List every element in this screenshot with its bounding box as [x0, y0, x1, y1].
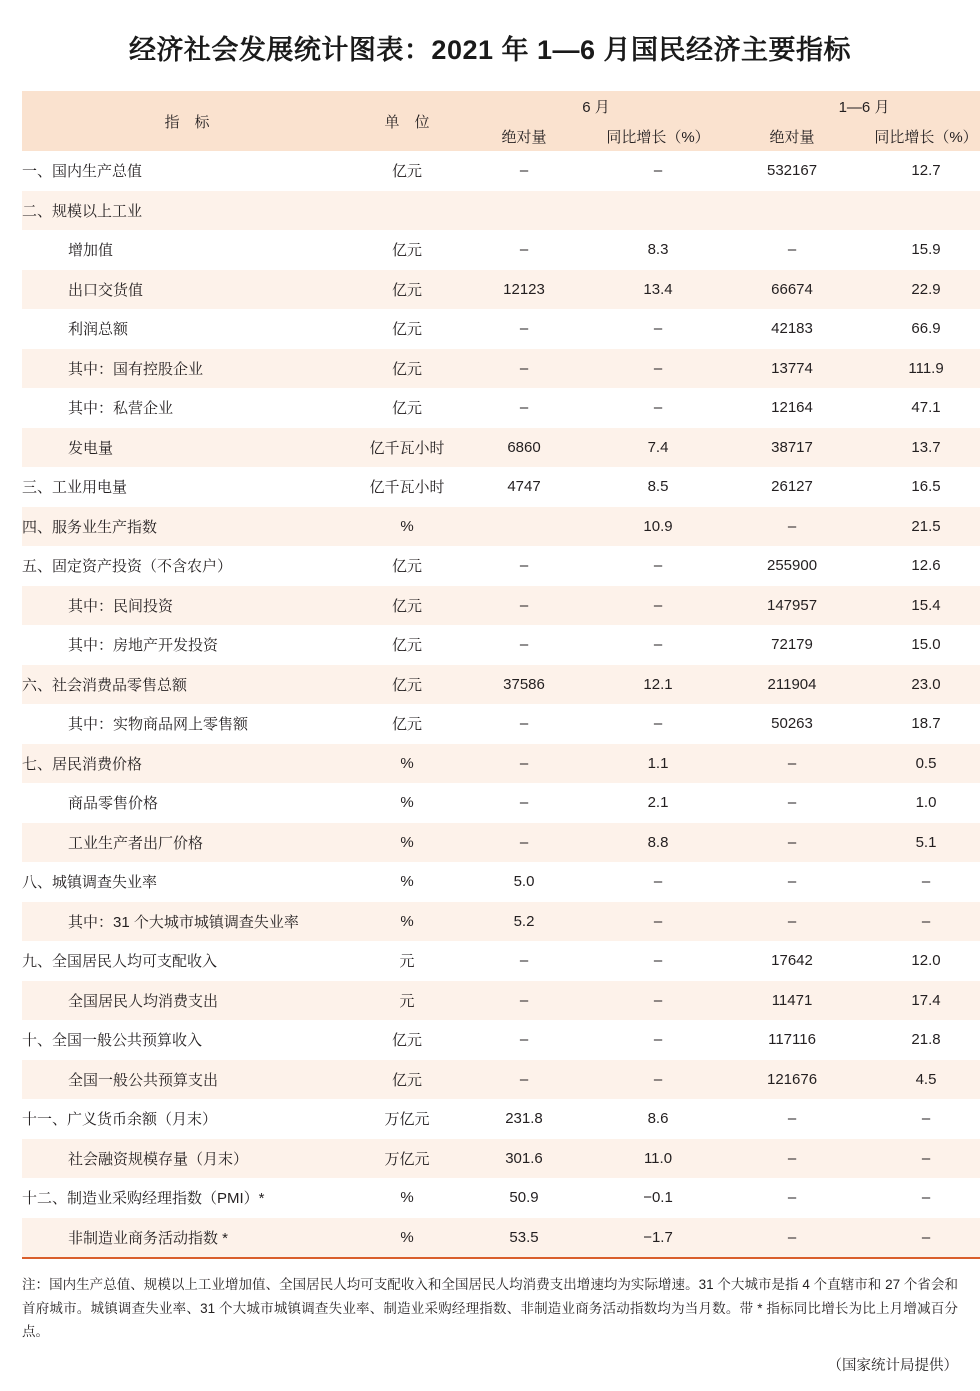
- row-cumulative-absolute: 211904: [730, 665, 854, 705]
- row-month-yoy: –: [586, 349, 730, 389]
- row-cumulative-yoy: 21.8: [911, 1031, 941, 1049]
- row-cumulative-yoy: 1.0: [915, 794, 937, 812]
- row-month-yoy: –: [653, 715, 663, 733]
- row-indicator: 利润总额: [68, 321, 129, 339]
- row-month-yoy: 1.1: [586, 744, 730, 784]
- row-cumulative-yoy: 21.5: [854, 507, 980, 547]
- row-cumulative-yoy: 15.4: [854, 586, 980, 626]
- table-row: [22, 349, 980, 389]
- row-unit: %: [400, 873, 414, 891]
- row-unit: 亿元: [391, 321, 422, 339]
- table-row: [22, 704, 980, 744]
- row-month-yoy: 10.9: [586, 507, 730, 547]
- row-month-yoy: 8.8: [586, 823, 730, 863]
- row-month-absolute: –: [519, 399, 529, 417]
- row-cumulative-absolute: 42183: [771, 320, 813, 338]
- header-unit: 单 位: [352, 91, 462, 151]
- table-row: [22, 309, 980, 349]
- header-month-absolute: 绝对量: [462, 121, 586, 151]
- row-month-absolute: –: [519, 952, 529, 970]
- table-row: [22, 625, 980, 665]
- row-cumulative-yoy: –: [921, 1189, 931, 1207]
- row-month-absolute: –: [462, 744, 586, 784]
- row-cumulative-absolute: 121676: [730, 1060, 854, 1100]
- row-unit: 亿元: [391, 1032, 422, 1050]
- row-month-absolute: 12123: [462, 270, 586, 310]
- row-month-yoy: –: [653, 873, 663, 891]
- row-month-absolute: 37586: [462, 665, 586, 705]
- row-cumulative-yoy: 22.9: [854, 270, 980, 310]
- row-cumulative-absolute: –: [787, 1110, 797, 1128]
- table-row: [22, 1139, 980, 1179]
- row-month-absolute: –: [462, 586, 586, 626]
- row-cumulative-absolute: –: [730, 823, 854, 863]
- row-month-absolute: –: [519, 557, 529, 575]
- row-unit: 亿元: [352, 270, 462, 310]
- page-title: 经济社会发展统计图表：2021 年 1—6 月国民经济主要指标: [128, 35, 852, 65]
- row-month-absolute: –: [519, 320, 529, 338]
- row-month-absolute: 6860: [462, 428, 586, 468]
- header-cumulative-yoy: 同比增长（%）: [854, 121, 980, 151]
- row-indicator: 十一、广义货币余额（月末）: [22, 1111, 218, 1129]
- row-cumulative-absolute: –: [787, 794, 797, 812]
- table-row: [22, 151, 980, 191]
- row-month-absolute: –: [519, 636, 529, 654]
- row-month-yoy: –: [653, 1031, 663, 1049]
- row-unit: %: [400, 1189, 414, 1207]
- row-unit: %: [352, 902, 462, 942]
- row-month-absolute: –: [519, 241, 529, 259]
- row-month-absolute: [462, 507, 586, 547]
- table-row: [22, 388, 980, 428]
- table-row: [22, 823, 980, 863]
- table-row: [22, 428, 980, 468]
- row-cumulative-absolute: 13774: [730, 349, 854, 389]
- table-row: [22, 230, 980, 270]
- row-cumulative-yoy: 13.7: [854, 428, 980, 468]
- table-row: [22, 1060, 980, 1100]
- row-cumulative-absolute: –: [787, 241, 797, 259]
- row-month-yoy: 11.0: [586, 1139, 730, 1179]
- row-cumulative-absolute: –: [730, 1218, 854, 1259]
- table-note: 注：国内生产总值、规模以上工业增加值、全国居民人均可支配收入和全国居民人均消费支出增速均为实际增速。31 个大城市是指 4 个直辖市和 27 个省会和首府城市。城镇调查失业率、31 个大城市城镇调查失业率、制造业采购经理指数、非制造业商务活动指数均为当月数。带 * 指标同比增长为比上月增减百分点。: [22, 1277, 958, 1340]
- row-cumulative-absolute: 11471: [730, 981, 854, 1021]
- row-indicator: 非制造业商务活动指数 *: [22, 1218, 352, 1259]
- row-month-yoy: –: [586, 981, 730, 1021]
- table-row: [22, 1178, 980, 1218]
- row-month-absolute: 50.9: [509, 1189, 539, 1207]
- row-cumulative-absolute: 147957: [730, 586, 854, 626]
- row-month-absolute: 5.2: [462, 902, 586, 942]
- source-credit: （国家统计局提供）: [827, 1357, 958, 1374]
- row-cumulative-absolute: 255900: [766, 557, 818, 575]
- row-month-yoy: 8.6: [647, 1110, 669, 1128]
- header-month-yoy: 同比增长（%）: [586, 121, 730, 151]
- row-indicator: 八、城镇调查失业率: [22, 874, 158, 892]
- row-unit: %: [352, 1218, 462, 1259]
- row-month-yoy: 8.5: [647, 478, 669, 496]
- row-unit: %: [352, 823, 462, 863]
- row-unit: 亿千瓦小时: [352, 428, 462, 468]
- table-row: [22, 862, 980, 902]
- row-unit: 亿元: [391, 400, 422, 418]
- row-indicator: 其中：国有控股企业: [22, 349, 352, 389]
- row-cumulative-yoy: 12.0: [911, 952, 941, 970]
- row-indicator: 五、固定资产投资（不含农户）: [22, 558, 233, 576]
- row-month-absolute: –: [462, 349, 586, 389]
- row-unit: 亿元: [391, 716, 422, 734]
- table-row: [22, 507, 980, 547]
- row-unit: 亿元: [352, 349, 462, 389]
- row-cumulative-absolute: 12164: [771, 399, 813, 417]
- row-month-yoy: 12.1: [586, 665, 730, 705]
- row-month-absolute: –: [519, 715, 529, 733]
- row-month-absolute: [462, 191, 586, 231]
- row-indicator: 全国居民人均消费支出: [22, 981, 352, 1021]
- row-cumulative-yoy: 47.1: [911, 399, 941, 417]
- row-unit: 亿元: [391, 637, 422, 655]
- row-cumulative-absolute: 38717: [730, 428, 854, 468]
- row-cumulative-absolute: [730, 191, 854, 231]
- table-row: [22, 270, 980, 310]
- row-month-yoy: –: [653, 399, 663, 417]
- row-month-yoy: –: [586, 1060, 730, 1100]
- row-month-yoy: –: [586, 586, 730, 626]
- row-month-absolute: –: [462, 823, 586, 863]
- row-month-yoy: –: [653, 162, 663, 180]
- row-indicator: 商品零售价格: [68, 795, 159, 813]
- row-cumulative-yoy: 12.7: [911, 162, 941, 180]
- table-body: [22, 151, 980, 1258]
- row-cumulative-absolute: 532167: [766, 162, 818, 180]
- table-row: [22, 1020, 980, 1060]
- row-month-yoy: [586, 191, 730, 231]
- row-indicator: 二、规模以上工业: [22, 191, 352, 231]
- table-row: [22, 902, 980, 942]
- row-indicator: 六、社会消费品零售总额: [22, 665, 352, 705]
- row-month-yoy: 8.3: [647, 241, 669, 259]
- row-cumulative-yoy: 12.6: [911, 557, 941, 575]
- row-month-yoy: –: [653, 952, 663, 970]
- row-unit: %: [400, 794, 414, 812]
- row-cumulative-absolute: 66674: [730, 270, 854, 310]
- row-cumulative-absolute: 72179: [771, 636, 813, 654]
- row-month-yoy: –: [586, 902, 730, 942]
- row-indicator: 其中：实物商品网上零售额: [68, 716, 249, 734]
- row-cumulative-yoy: –: [921, 873, 931, 891]
- row-cumulative-yoy: 0.5: [854, 744, 980, 784]
- row-unit: %: [352, 744, 462, 784]
- row-cumulative-yoy: 111.9: [854, 349, 980, 389]
- row-indicator: 出口交货值: [22, 270, 352, 310]
- row-cumulative-absolute: 26127: [771, 478, 813, 496]
- row-month-yoy: 13.4: [586, 270, 730, 310]
- row-cumulative-absolute: 17642: [771, 952, 813, 970]
- table-row: [22, 467, 980, 507]
- row-unit: 元: [352, 981, 462, 1021]
- row-unit: 亿元: [352, 1060, 462, 1100]
- row-cumulative-absolute: 50263: [771, 715, 813, 733]
- row-indicator: 十、全国一般公共预算收入: [22, 1032, 203, 1050]
- row-cumulative-yoy: 15.0: [911, 636, 941, 654]
- row-indicator: 社会融资规模存量（月末）: [22, 1139, 352, 1179]
- row-indicator: 其中：房地产开发投资: [68, 637, 219, 655]
- row-cumulative-yoy: 15.9: [911, 241, 941, 259]
- table-row: [22, 783, 980, 823]
- row-cumulative-yoy: –: [854, 1218, 980, 1259]
- row-indicator: 一、国内生产总值: [22, 163, 143, 181]
- row-cumulative-yoy: 4.5: [854, 1060, 980, 1100]
- table-row: [22, 1099, 980, 1139]
- row-indicator: 其中：民间投资: [22, 586, 352, 626]
- row-cumulative-yoy: 66.9: [911, 320, 941, 338]
- table-row: [22, 981, 980, 1021]
- row-month-absolute: 5.0: [513, 873, 535, 891]
- header-group-month: 6 月: [462, 91, 730, 121]
- table-row: [22, 546, 980, 586]
- table-row: [22, 665, 980, 705]
- row-cumulative-yoy: –: [854, 902, 980, 942]
- row-unit: 元: [399, 953, 415, 971]
- row-month-yoy: –: [653, 636, 663, 654]
- row-indicator: 七、居民消费价格: [22, 744, 352, 784]
- row-indicator: 增加值: [68, 242, 114, 260]
- row-cumulative-yoy: 23.0: [854, 665, 980, 705]
- row-month-absolute: –: [519, 794, 529, 812]
- row-cumulative-absolute: –: [730, 744, 854, 784]
- row-unit: 亿元: [352, 665, 462, 705]
- table-row: [22, 744, 980, 784]
- row-unit: 亿千瓦小时: [369, 479, 445, 497]
- row-month-absolute: 53.5: [462, 1218, 586, 1259]
- row-month-absolute: 231.8: [505, 1110, 543, 1128]
- row-cumulative-yoy: [854, 191, 980, 231]
- row-month-absolute: –: [462, 1060, 586, 1100]
- row-cumulative-yoy: 17.4: [854, 981, 980, 1021]
- table-row: [22, 586, 980, 626]
- row-unit: 万亿元: [384, 1111, 430, 1129]
- table-row: [22, 191, 980, 231]
- header-indicator: 指 标: [22, 91, 352, 151]
- row-cumulative-yoy: 18.7: [911, 715, 941, 733]
- row-unit: 亿元: [391, 242, 422, 260]
- row-unit: [352, 191, 462, 231]
- row-cumulative-yoy: –: [854, 1139, 980, 1179]
- table-row: [22, 941, 980, 981]
- row-month-yoy: –: [653, 557, 663, 575]
- row-cumulative-absolute: –: [787, 873, 797, 891]
- row-unit: 亿元: [391, 558, 422, 576]
- row-indicator: 三、工业用电量: [22, 479, 128, 497]
- row-indicator: 工业生产者出厂价格: [22, 823, 352, 863]
- row-month-absolute: 301.6: [462, 1139, 586, 1179]
- row-cumulative-absolute: 117116: [768, 1031, 816, 1049]
- row-cumulative-absolute: –: [787, 1189, 797, 1207]
- row-month-yoy: 7.4: [586, 428, 730, 468]
- table-header: [22, 91, 980, 151]
- table-row: [22, 1218, 980, 1259]
- row-indicator: 其中：31 个大城市城镇调查失业率: [22, 902, 352, 942]
- row-month-absolute: –: [519, 162, 529, 180]
- row-month-absolute: –: [519, 1031, 529, 1049]
- row-unit: 万亿元: [352, 1139, 462, 1179]
- row-indicator: 全国一般公共预算支出: [22, 1060, 352, 1100]
- row-indicator: 发电量: [22, 428, 352, 468]
- row-month-yoy: −0.1: [643, 1189, 673, 1207]
- header-cumulative-absolute: 绝对量: [730, 121, 854, 151]
- row-month-yoy: 2.1: [647, 794, 669, 812]
- row-indicator: 九、全国居民人均可支配收入: [22, 953, 218, 971]
- row-cumulative-yoy: 5.1: [854, 823, 980, 863]
- row-month-absolute: 4747: [507, 478, 541, 496]
- row-cumulative-absolute: –: [730, 507, 854, 547]
- header-group-cumulative: 1—6 月: [730, 91, 980, 121]
- row-cumulative-absolute: –: [730, 1139, 854, 1179]
- row-indicator: 其中：私营企业: [68, 400, 174, 418]
- page: [0, 28, 980, 1391]
- row-cumulative-yoy: 16.5: [911, 478, 941, 496]
- row-cumulative-yoy: –: [921, 1110, 931, 1128]
- row-unit: 亿元: [352, 586, 462, 626]
- row-month-absolute: –: [462, 981, 586, 1021]
- row-cumulative-absolute: –: [730, 902, 854, 942]
- row-month-yoy: –: [653, 320, 663, 338]
- row-month-yoy: −1.7: [586, 1218, 730, 1259]
- row-unit: 亿元: [391, 163, 422, 181]
- row-indicator: 四、服务业生产指数: [22, 507, 352, 547]
- row-indicator: 十二、制造业采购经理指数（PMI）*: [22, 1190, 265, 1208]
- row-unit: %: [352, 507, 462, 547]
- statistics-table: [22, 91, 980, 1259]
